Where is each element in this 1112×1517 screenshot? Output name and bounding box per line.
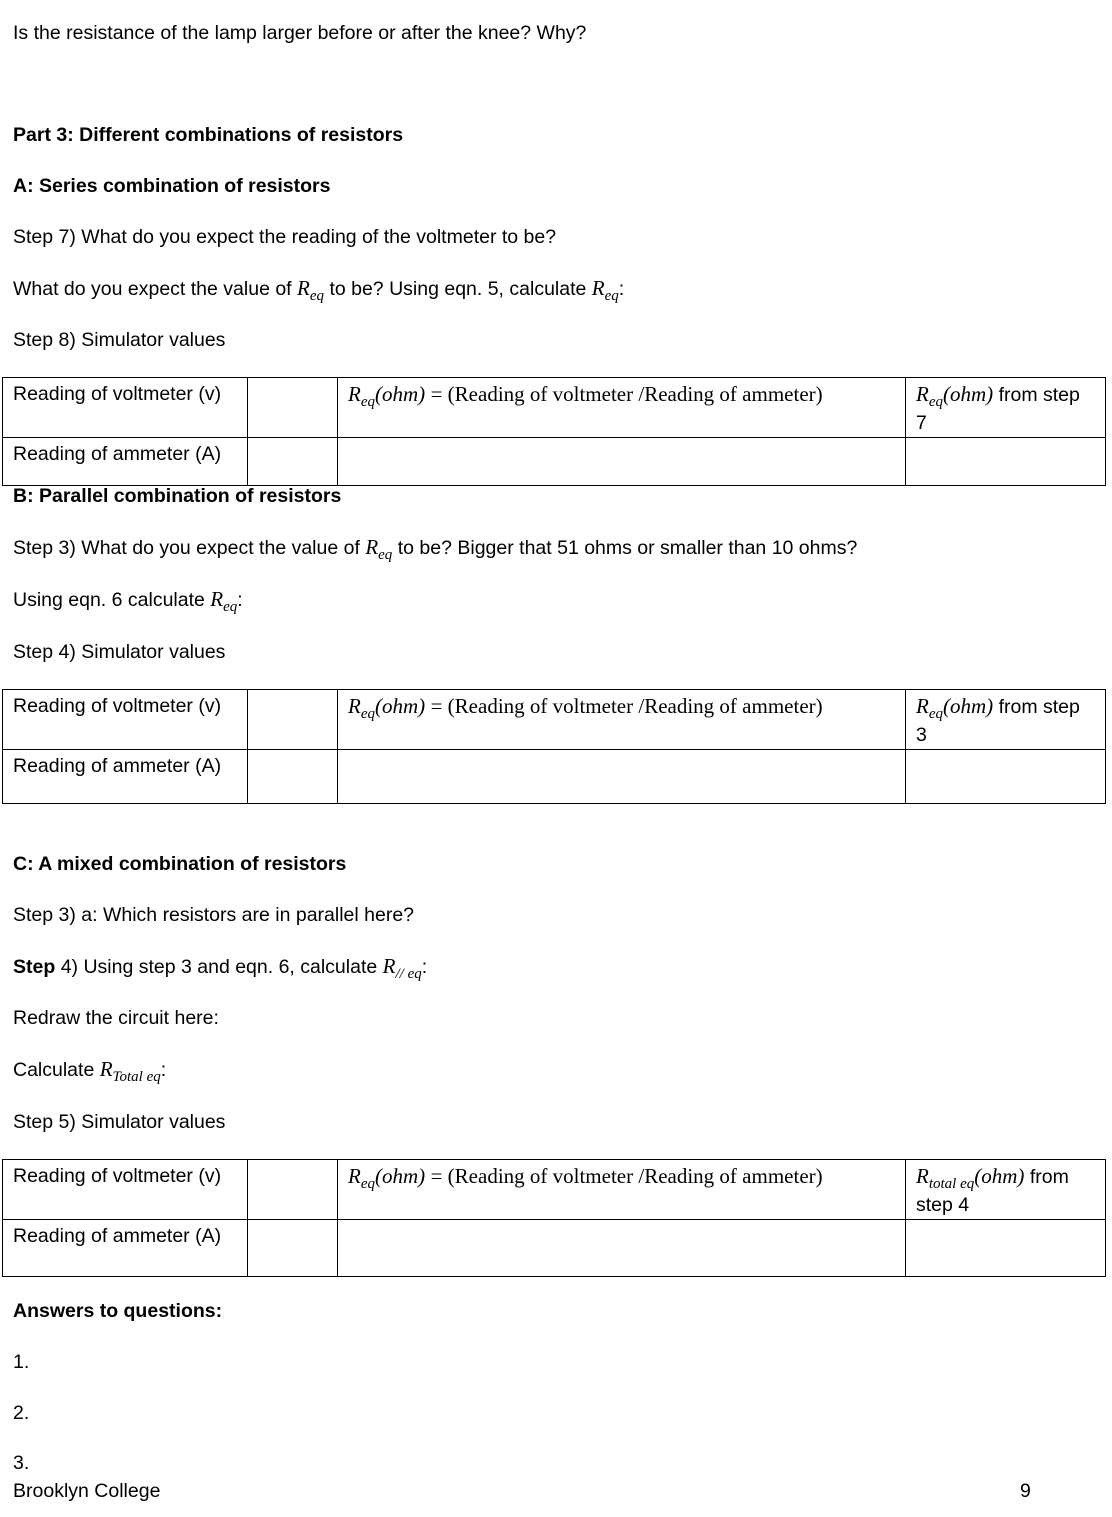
- section-a-req-question: What do you expect the value of $R_{eq}$ to be? Using eqn. 5, calculate $R_{eq}$:: [13, 276, 625, 304]
- section-c-heading: C: A mixed combination of resistors: [13, 853, 347, 875]
- req-value-cell[interactable]: [338, 750, 906, 804]
- table-row: [3, 1160, 1106, 1220]
- table-row: [3, 1220, 1106, 1277]
- footer-institution: Brooklyn College: [13, 1480, 161, 1502]
- voltmeter-value-cell[interactable]: [248, 1160, 338, 1220]
- voltmeter-label: Reading of voltmeter (v): [3, 690, 248, 750]
- section-a-sim-label: Step 8) Simulator values: [13, 329, 226, 351]
- req-value-cell[interactable]: [338, 1220, 906, 1277]
- r-total-eq-symbol: $R_{Total eq}$: [99, 1057, 161, 1085]
- voltmeter-value-cell[interactable]: [248, 378, 338, 438]
- table-row: [3, 378, 1106, 438]
- section-a-heading: A: Series combination of resistors: [13, 175, 331, 197]
- ammeter-value-cell[interactable]: [248, 1220, 338, 1277]
- section-b-eqn6: Using eqn. 6 calculate $R_{eq}$:: [13, 587, 243, 615]
- parallel-table: [2, 689, 1106, 804]
- ammeter-value-cell[interactable]: [248, 438, 338, 486]
- series-table: [2, 377, 1106, 486]
- table-row: [3, 438, 1106, 486]
- req-symbol: $R_{eq}$: [210, 587, 238, 615]
- req-from-step-header: $R_{eq}(ohm)$ from step 7: [906, 378, 1106, 438]
- section-c-calc-total: Calculate $R_{Total eq}$:: [13, 1057, 167, 1085]
- req-value-cell[interactable]: [338, 438, 906, 486]
- req-symbol: $R_{eq}$: [365, 535, 393, 563]
- section-c-step4: Step 4) Using step 3 and eqn. 6, calculate $R_{// eq}$:: [13, 954, 428, 982]
- rtotal-from-step-header: $R_{total eq}(ohm)$ from step 4: [906, 1160, 1106, 1220]
- section-b-step3: Step 3) What do you expect the value of $R_{eq}$ to be? Bigger that 51 ohms or smaller than 10 ohms?: [13, 535, 858, 563]
- section-c-step3: Step 3) a: Which resistors are in parallel here?: [13, 904, 415, 926]
- req-from-step-header: $R_{eq}(ohm)$ from step 3: [906, 690, 1106, 750]
- voltmeter-value-cell[interactable]: [248, 690, 338, 750]
- r-parallel-eq-symbol: $R_{// eq}$: [382, 954, 422, 982]
- req-symbol: $R_{eq}$: [591, 276, 619, 304]
- part3-heading: Part 3: Different combinations of resistors: [13, 124, 404, 146]
- rtotal-step-value-cell[interactable]: [906, 1220, 1106, 1277]
- ammeter-label: Reading of ammeter (A): [3, 438, 248, 486]
- voltmeter-label: Reading of voltmeter (v): [3, 378, 248, 438]
- req-step-value-cell[interactable]: [906, 750, 1106, 804]
- section-b-sim-label: Step 4) Simulator values: [13, 641, 226, 663]
- req-formula: $R_{eq}(ohm)$ = (Reading of voltmeter /Reading of ammeter): [338, 378, 906, 438]
- page-number: 9: [1020, 1480, 1031, 1502]
- table-row: [3, 690, 1106, 750]
- req-formula: $R_{eq}(ohm)$ = (Reading of voltmeter /Reading of ammeter): [338, 1160, 906, 1220]
- req-step-value-cell[interactable]: [906, 438, 1106, 486]
- req-question-part1: What do you expect the value of: [13, 278, 292, 300]
- req-question-part2: to be? Using eqn. 5, calculate: [329, 278, 587, 300]
- section-c-redraw: Redraw the circuit here:: [13, 1007, 219, 1029]
- lamp-question: Is the resistance of the lamp larger before or after the knee? Why?: [13, 22, 587, 44]
- answer-item-3: 3.: [13, 1452, 30, 1474]
- section-a-step7: Step 7) What do you expect the reading of the voltmeter to be?: [13, 226, 557, 248]
- mixed-table: [2, 1159, 1106, 1277]
- answers-heading: Answers to questions:: [13, 1300, 223, 1322]
- section-c-sim-label: Step 5) Simulator values: [13, 1111, 226, 1133]
- answer-item-1: 1.: [13, 1351, 30, 1373]
- voltmeter-label: Reading of voltmeter (v): [3, 1160, 248, 1220]
- req-formula: $R_{eq}(ohm)$ = (Reading of voltmeter /Reading of ammeter): [338, 690, 906, 750]
- ammeter-label: Reading of ammeter (A): [3, 1220, 248, 1277]
- ammeter-value-cell[interactable]: [248, 750, 338, 804]
- req-symbol: $R_{eq}$: [297, 276, 325, 304]
- answer-item-2: 2.: [13, 1402, 30, 1424]
- table-row: [3, 750, 1106, 804]
- section-b-heading: B: Parallel combination of resistors: [13, 485, 342, 507]
- ammeter-label: Reading of ammeter (A): [3, 750, 248, 804]
